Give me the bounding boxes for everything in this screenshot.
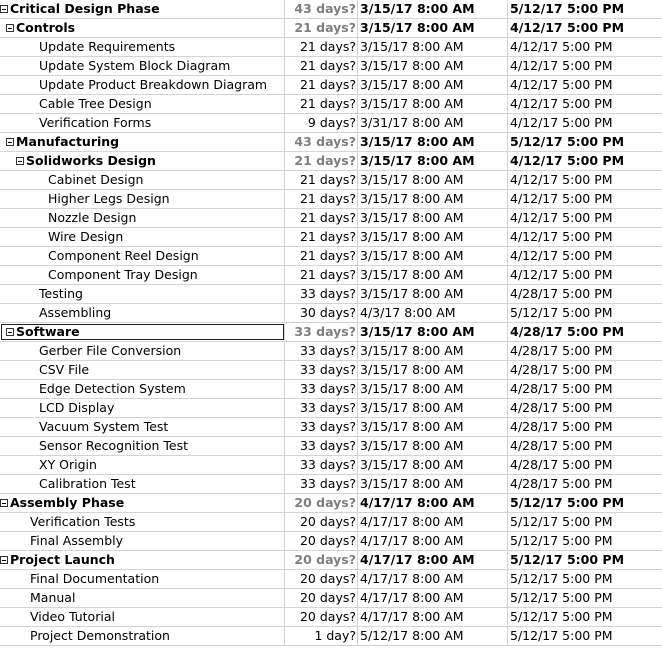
task-name: Critical Design Phase [10, 1, 160, 16]
duration-cell[interactable]: 21 days? [285, 209, 358, 227]
task-row[interactable] [0, 589, 662, 608]
task-name: Final Assembly [30, 533, 124, 548]
duration-cell[interactable]: 21 days? [285, 152, 358, 170]
start-date-cell[interactable]: 4/17/17 8:00 AM [358, 513, 508, 531]
task-name: Sensor Recognition Test [39, 438, 189, 453]
start-date-cell[interactable]: 3/15/17 8:00 AM [358, 133, 508, 151]
task-name-cell[interactable] [0, 551, 285, 569]
duration-cell[interactable]: 21 days? [285, 19, 358, 37]
summary-task-row[interactable] [0, 551, 662, 570]
task-name-cell[interactable] [0, 152, 285, 170]
duration-cell[interactable]: 21 days? [285, 76, 358, 94]
task-name-cell[interactable] [0, 57, 285, 75]
task-name-cell[interactable] [0, 475, 285, 493]
task-name-cell[interactable] [0, 209, 285, 227]
task-name-cell[interactable] [0, 532, 285, 550]
duration-cell[interactable]: 9 days? [285, 114, 358, 132]
duration-cell[interactable]: 20 days? [285, 551, 358, 569]
start-date-cell[interactable]: 4/17/17 8:00 AM [358, 532, 508, 550]
task-row[interactable] [0, 532, 662, 551]
duration-cell[interactable]: 33 days? [285, 418, 358, 436]
finish-date-cell[interactable]: 4/28/17 5:00 PM [510, 324, 625, 339]
start-date-cell[interactable]: 3/15/17 8:00 AM [358, 0, 508, 18]
task-name: Testing [39, 286, 83, 301]
finish-date-cell[interactable]: 4/28/17 5:00 PM [510, 457, 613, 472]
task-name: Project Demonstration [30, 628, 170, 643]
collapse-toggle-icon[interactable] [6, 328, 14, 336]
task-name-cell[interactable] [0, 570, 285, 588]
task-name: Solidworks Design [26, 153, 156, 168]
finish-date-cell[interactable]: 4/12/17 5:00 PM [510, 191, 613, 206]
task-row[interactable] [0, 190, 662, 209]
start-date-cell[interactable]: 3/15/17 8:00 AM [358, 380, 508, 398]
task-row[interactable] [0, 399, 662, 418]
task-name-cell[interactable] [0, 437, 285, 455]
duration-cell[interactable]: 30 days? [285, 304, 358, 322]
task-row[interactable] [0, 171, 662, 190]
task-row[interactable] [0, 209, 662, 228]
finish-date-cell[interactable]: 4/12/17 5:00 PM [510, 58, 613, 73]
task-row[interactable] [0, 475, 662, 494]
duration-cell[interactable]: 21 days? [285, 266, 358, 284]
start-date-cell[interactable]: 3/15/17 8:00 AM [358, 285, 508, 303]
duration-cell[interactable]: 33 days? [285, 399, 358, 417]
start-date-cell[interactable]: 3/15/17 8:00 AM [358, 437, 508, 455]
start-date-cell[interactable]: 3/15/17 8:00 AM [358, 38, 508, 56]
task-name: Manual [30, 590, 76, 605]
task-name-cell[interactable] [0, 171, 285, 189]
finish-date-cell[interactable]: 4/28/17 5:00 PM [510, 419, 613, 434]
start-date-cell[interactable]: 3/15/17 8:00 AM [358, 456, 508, 474]
task-name-cell[interactable] [0, 133, 285, 151]
finish-date-cell[interactable]: 5/12/17 5:00 PM [510, 609, 613, 624]
finish-date-cell[interactable]: 5/12/17 5:00 PM [510, 590, 613, 605]
collapse-toggle-icon[interactable] [0, 5, 8, 13]
task-name: Cabinet Design [48, 172, 144, 187]
task-name: XY Origin [39, 457, 97, 472]
task-name: Video Tutorial [30, 609, 115, 624]
task-name: Final Documentation [30, 571, 160, 586]
start-date-cell[interactable]: 5/12/17 8:00 AM [358, 627, 508, 645]
start-date-cell[interactable]: 4/17/17 8:00 AM [358, 551, 508, 569]
duration-cell[interactable]: 21 days? [285, 228, 358, 246]
duration-cell[interactable]: 33 days? [285, 456, 358, 474]
task-name-cell[interactable] [0, 494, 285, 512]
finish-date-cell[interactable]: 5/12/17 5:00 PM [510, 571, 613, 586]
task-name-cell[interactable] [0, 323, 285, 341]
finish-date-cell[interactable]: 4/12/17 5:00 PM [510, 229, 613, 244]
start-date-cell[interactable]: 3/15/17 8:00 AM [358, 190, 508, 208]
task-row[interactable] [0, 342, 662, 361]
task-row[interactable] [0, 437, 662, 456]
task-name-cell[interactable] [0, 418, 285, 436]
start-date-cell[interactable]: 3/15/17 8:00 AM [358, 209, 508, 227]
summary-task-row[interactable] [0, 494, 662, 513]
collapse-toggle-icon[interactable] [0, 499, 8, 507]
start-date-cell[interactable]: 3/31/17 8:00 AM [358, 114, 508, 132]
finish-date-cell[interactable]: 4/12/17 5:00 PM [510, 96, 613, 111]
start-date-cell[interactable]: 3/15/17 8:00 AM [358, 361, 508, 379]
duration-cell[interactable]: 20 days? [285, 570, 358, 588]
task-row[interactable] [0, 38, 662, 57]
task-name: Cable Tree Design [39, 96, 152, 111]
start-date-cell[interactable]: 3/15/17 8:00 AM [358, 171, 508, 189]
finish-date-cell[interactable]: 5/12/17 5:00 PM [510, 628, 613, 643]
task-row[interactable] [0, 304, 662, 323]
task-name: Edge Detection System [39, 381, 186, 396]
task-row[interactable] [0, 456, 662, 475]
start-date-cell[interactable]: 3/15/17 8:00 AM [358, 76, 508, 94]
finish-date-cell[interactable]: 5/12/17 5:00 PM [510, 514, 613, 529]
duration-cell[interactable]: 20 days? [285, 532, 358, 550]
finish-date-cell[interactable]: 5/12/17 5:00 PM [510, 495, 625, 510]
task-name-cell[interactable] [0, 342, 285, 360]
duration-cell[interactable]: 21 days? [285, 95, 358, 113]
task-name: Higher Legs Design [48, 191, 170, 206]
start-date-cell[interactable]: 3/15/17 8:00 AM [358, 19, 508, 37]
collapse-toggle-icon[interactable] [6, 138, 14, 146]
start-date-cell[interactable]: 4/17/17 8:00 AM [358, 570, 508, 588]
task-row[interactable] [0, 247, 662, 266]
start-date-cell[interactable]: 3/15/17 8:00 AM [358, 418, 508, 436]
task-row[interactable] [0, 570, 662, 589]
task-name: Update System Block Diagram [39, 58, 231, 73]
task-name: Update Product Breakdown Diagram [39, 77, 268, 92]
finish-date-cell[interactable]: 4/12/17 5:00 PM [510, 267, 613, 282]
finish-date-cell[interactable]: 5/12/17 5:00 PM [510, 305, 613, 320]
collapse-toggle-icon[interactable] [16, 157, 24, 165]
duration-cell[interactable]: 33 days? [285, 342, 358, 360]
duration-cell[interactable]: 33 days? [285, 285, 358, 303]
task-name: Verification Tests [30, 514, 136, 529]
start-date-cell[interactable]: 4/17/17 8:00 AM [358, 589, 508, 607]
collapse-toggle-icon[interactable] [0, 556, 8, 564]
finish-date-cell[interactable]: 4/12/17 5:00 PM [510, 248, 613, 263]
start-date-cell[interactable]: 3/15/17 8:00 AM [358, 228, 508, 246]
finish-date-cell[interactable]: 4/28/17 5:00 PM [510, 362, 613, 377]
task-name-cell[interactable] [0, 190, 285, 208]
duration-cell[interactable]: 33 days? [285, 323, 358, 341]
duration-cell[interactable]: 33 days? [285, 475, 358, 493]
finish-date-cell[interactable]: 4/12/17 5:00 PM [510, 115, 613, 130]
task-row[interactable] [0, 114, 662, 133]
collapse-toggle-icon[interactable] [6, 24, 14, 32]
task-name-cell[interactable] [0, 513, 285, 531]
task-name: Gerber File Conversion [39, 343, 182, 358]
finish-date-cell[interactable]: 5/12/17 5:00 PM [510, 533, 613, 548]
task-row[interactable] [0, 380, 662, 399]
start-date-cell[interactable]: 3/15/17 8:00 AM [358, 266, 508, 284]
duration-cell[interactable]: 21 days? [285, 38, 358, 56]
task-name: CSV File [39, 362, 90, 377]
finish-date-cell[interactable]: 4/28/17 5:00 PM [510, 343, 613, 358]
task-row[interactable] [0, 513, 662, 532]
task-name: Verification Forms [39, 115, 152, 130]
finish-date-cell[interactable]: 4/12/17 5:00 PM [510, 210, 613, 225]
start-date-cell[interactable]: 3/15/17 8:00 AM [358, 342, 508, 360]
task-name: Nozzle Design [48, 210, 137, 225]
duration-cell[interactable]: 33 days? [285, 437, 358, 455]
task-name-cell[interactable] [0, 95, 285, 113]
task-row[interactable] [0, 266, 662, 285]
task-name: Assembling [39, 305, 112, 320]
task-name-cell[interactable] [0, 38, 285, 56]
task-name: Vacuum System Test [39, 419, 169, 434]
finish-date-cell[interactable]: 4/12/17 5:00 PM [510, 172, 613, 187]
task-name-cell[interactable] [0, 0, 285, 18]
finish-date-cell[interactable]: 4/12/17 5:00 PM [510, 77, 613, 92]
task-name-cell[interactable] [0, 380, 285, 398]
task-name-cell[interactable] [0, 589, 285, 607]
task-name-cell[interactable] [0, 304, 285, 322]
task-name-cell[interactable] [0, 399, 285, 417]
task-name-cell[interactable] [0, 285, 285, 303]
finish-date-cell[interactable]: 5/12/17 5:00 PM [510, 134, 625, 149]
task-name-cell[interactable] [0, 228, 285, 246]
task-row[interactable] [0, 285, 662, 304]
task-name-cell[interactable] [0, 456, 285, 474]
task-name: LCD Display [39, 400, 115, 415]
task-row[interactable] [0, 57, 662, 76]
finish-date-cell[interactable]: 4/28/17 5:00 PM [510, 438, 613, 453]
task-name: Update Requirements [39, 39, 176, 54]
finish-date-cell[interactable]: 4/28/17 5:00 PM [510, 381, 613, 396]
task-name: Project Launch [10, 552, 115, 567]
duration-cell[interactable]: 21 days? [285, 190, 358, 208]
finish-date-cell[interactable]: 4/28/17 5:00 PM [510, 476, 613, 491]
finish-date-cell[interactable]: 4/12/17 5:00 PM [510, 20, 625, 35]
task-name-cell[interactable] [0, 627, 285, 645]
start-date-cell[interactable]: 3/15/17 8:00 AM [358, 475, 508, 493]
task-name-cell[interactable] [0, 247, 285, 265]
finish-date-cell[interactable]: 4/12/17 5:00 PM [510, 39, 613, 54]
task-name: Manufacturing [16, 134, 120, 149]
start-date-cell[interactable]: 3/15/17 8:00 AM [358, 399, 508, 417]
task-name-cell[interactable] [0, 76, 285, 94]
task-row[interactable] [0, 228, 662, 247]
task-name-cell[interactable] [0, 361, 285, 379]
start-date-cell[interactable]: 3/15/17 8:00 AM [358, 323, 508, 341]
task-row[interactable] [0, 76, 662, 95]
start-date-cell[interactable]: 4/17/17 8:00 AM [358, 608, 508, 626]
summary-task-row[interactable] [0, 323, 662, 342]
finish-date-cell[interactable]: 5/12/17 5:00 PM [510, 552, 625, 567]
duration-cell[interactable]: 20 days? [285, 494, 358, 512]
start-date-cell[interactable]: 4/17/17 8:00 AM [358, 494, 508, 512]
duration-cell[interactable]: 33 days? [285, 361, 358, 379]
duration-cell[interactable]: 21 days? [285, 247, 358, 265]
duration-cell[interactable]: 20 days? [285, 589, 358, 607]
finish-date-cell[interactable]: 4/28/17 5:00 PM [510, 400, 613, 415]
task-name-cell[interactable] [0, 114, 285, 132]
summary-task-row[interactable] [0, 0, 662, 19]
duration-cell[interactable]: 33 days? [285, 380, 358, 398]
task-name: Calibration Test [39, 476, 136, 491]
task-name: Component Tray Design [48, 267, 198, 282]
task-name: Controls [16, 20, 76, 35]
summary-task-row[interactable] [0, 152, 662, 171]
task-row[interactable] [0, 95, 662, 114]
duration-cell[interactable]: 20 days? [285, 513, 358, 531]
duration-cell[interactable]: 1 day? [285, 627, 358, 645]
duration-cell[interactable]: 21 days? [285, 57, 358, 75]
start-date-cell[interactable]: 3/15/17 8:00 AM [358, 152, 508, 170]
task-row[interactable] [0, 627, 662, 646]
duration-cell[interactable]: 43 days? [285, 133, 358, 151]
start-date-cell[interactable]: 3/15/17 8:00 AM [358, 95, 508, 113]
task-row[interactable] [0, 608, 662, 627]
task-name-cell[interactable] [0, 266, 285, 284]
duration-cell[interactable]: 21 days? [285, 171, 358, 189]
finish-date-cell[interactable]: 5/12/17 5:00 PM [510, 1, 625, 16]
finish-date-cell[interactable]: 4/28/17 5:00 PM [510, 286, 613, 301]
start-date-cell[interactable]: 3/15/17 8:00 AM [358, 247, 508, 265]
task-name: Component Reel Design [48, 248, 199, 263]
start-date-cell[interactable]: 3/15/17 8:00 AM [358, 57, 508, 75]
duration-cell[interactable]: 43 days? [285, 0, 358, 18]
summary-task-row[interactable] [0, 133, 662, 152]
task-row[interactable] [0, 418, 662, 437]
summary-task-row[interactable] [0, 19, 662, 38]
finish-date-cell[interactable]: 4/12/17 5:00 PM [510, 153, 625, 168]
task-row[interactable] [0, 361, 662, 380]
task-name-cell[interactable] [0, 19, 285, 37]
task-name: Assembly Phase [10, 495, 125, 510]
start-date-cell[interactable]: 4/3/17 8:00 AM [358, 304, 508, 322]
duration-cell[interactable]: 20 days? [285, 608, 358, 626]
task-name: Software [16, 324, 80, 339]
task-name: Wire Design [48, 229, 124, 244]
task-name-cell[interactable] [0, 608, 285, 626]
